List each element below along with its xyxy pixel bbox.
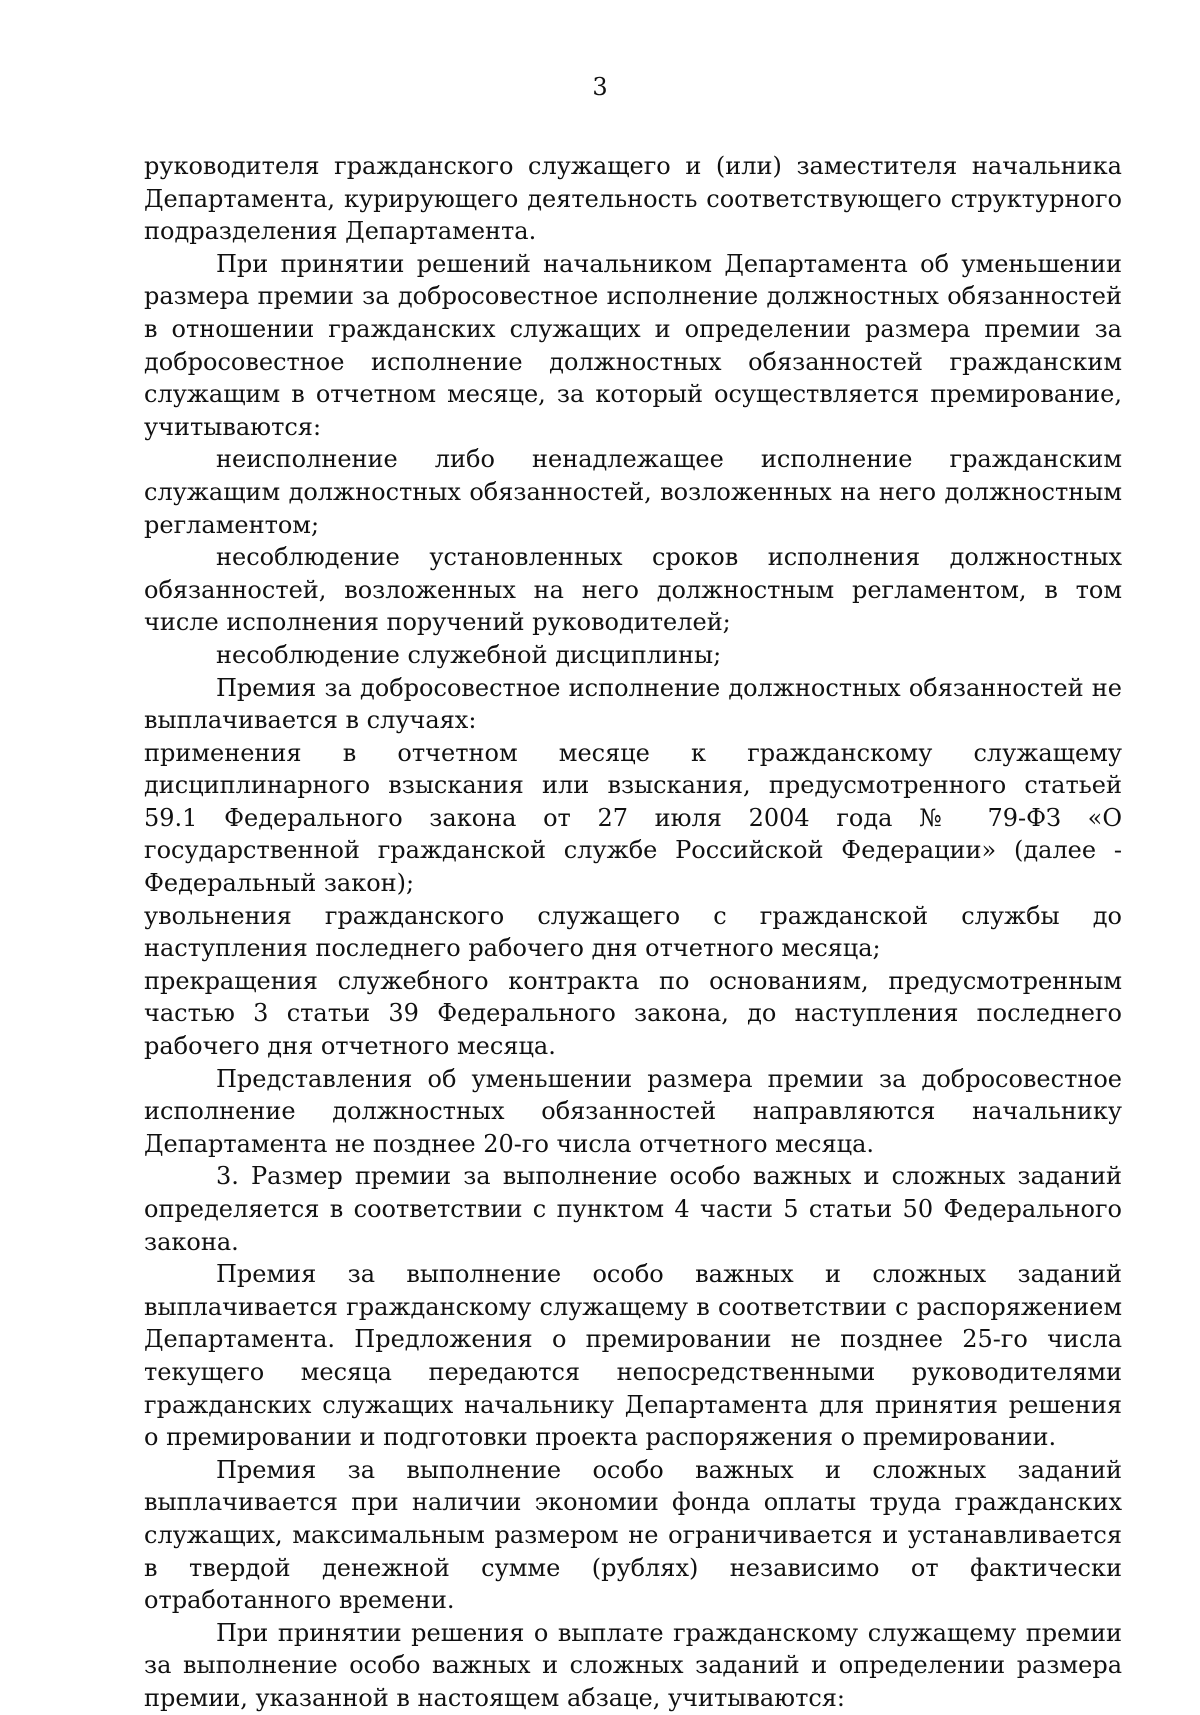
paragraph-dismissal: увольнения гражданского служащего с гражданской службы до наступления последнего рабочего дня отчетного месяца; [144, 901, 1122, 963]
paragraph-section-3: 3. Размер премии за выполнение особо важных и сложных заданий определяется в соответствии с пунктом 4 части 5 статьи 50 Федерального закона. [144, 1162, 1122, 1256]
paragraph-special-tasks-fund: Премия за выполнение особо важных и сложных заданий выплачивается при наличии экономии фонда оплаты труда гражданских служащих, максимальным размером не ограничивается и устанавливается в твердой денежной сумме (рублях) независимо от фактически отработанного времени. [144, 1455, 1122, 1615]
paragraph-bonus-not-paid: Премия за добросовестное исполнение должностных обязанностей не выплачивается в случаях: [144, 673, 1122, 735]
paragraph-missed-deadlines: несоблюдение установленных сроков исполнения должностных обязанностей, возложенных на него должностным регламентом, в том числе исполнения поручений руководителей; [144, 543, 1122, 637]
paragraph-disciplinary-sanction: применения в отчетном месяце к гражданскому служащему дисциплинарного взыскания или взыскания, предусмотренного статьей 59.1 Федерального закона от 27 июля 2004 года № 79-ФЗ «О государственной гражданской службе Российской Федерации» (далее - Федеральный закон); [144, 738, 1122, 898]
paragraph-special-tasks-order: Премия за выполнение особо важных и сложных заданий выплачивается гражданскому служащему в соответствии с распоряжением Департамента. Предложения о премировании не позднее 25-го числа текущего месяца передаются непосредственными руководителями гражданских служащих начальнику Департамента для принятия решения о премировании и подготовки проекта распоряжения о премировании. [144, 1260, 1122, 1452]
page-number: 3 [592, 73, 608, 101]
paragraph-submission-deadline: Представления об уменьшении размера премии за добросовестное исполнение должностных обязанностей направляются начальнику Департамента не позднее 20-го числа отчетного месяца. [144, 1064, 1122, 1158]
paragraph-bonus-reduction-criteria: При принятии решений начальником Департамента об уменьшении размера премии за добросовестное исполнение должностных обязанностей в отношении гражданских служащих и определении размера премии за добросовестное исполнение должностных обязанностей гражданским служащим в отчетном месяце, за который осуществляется премирование, учитываются: [144, 249, 1122, 441]
paragraph-contract-termination: прекращения служебного контракта по основаниям, предусмотренным частью 3 статьи 39 Федерального закона, до наступления последнего рабочего дня отчетного месяца. [144, 966, 1122, 1061]
paragraph-special-tasks-criteria: При принятии решения о выплате гражданскому служащему премии за выполнение особо важных и сложных заданий и определении размера премии, указанной в настоящем абзаце, учитываются: [144, 1618, 1122, 1712]
paragraph-nonperformance: неисполнение либо ненадлежащее исполнение гражданским служащим должностных обязанностей, возложенных на него должностным регламентом; [144, 445, 1122, 539]
paragraph-supervisor-continuation: руководителя гражданского служащего и (или) заместителя начальника Департамента, курирующего деятельность соответствующего структурного подразделения Департамента. [144, 152, 1122, 246]
paragraph-discipline-breach: несоблюдение служебной дисциплины; [216, 640, 722, 669]
document-body [144, 150, 1122, 1715]
